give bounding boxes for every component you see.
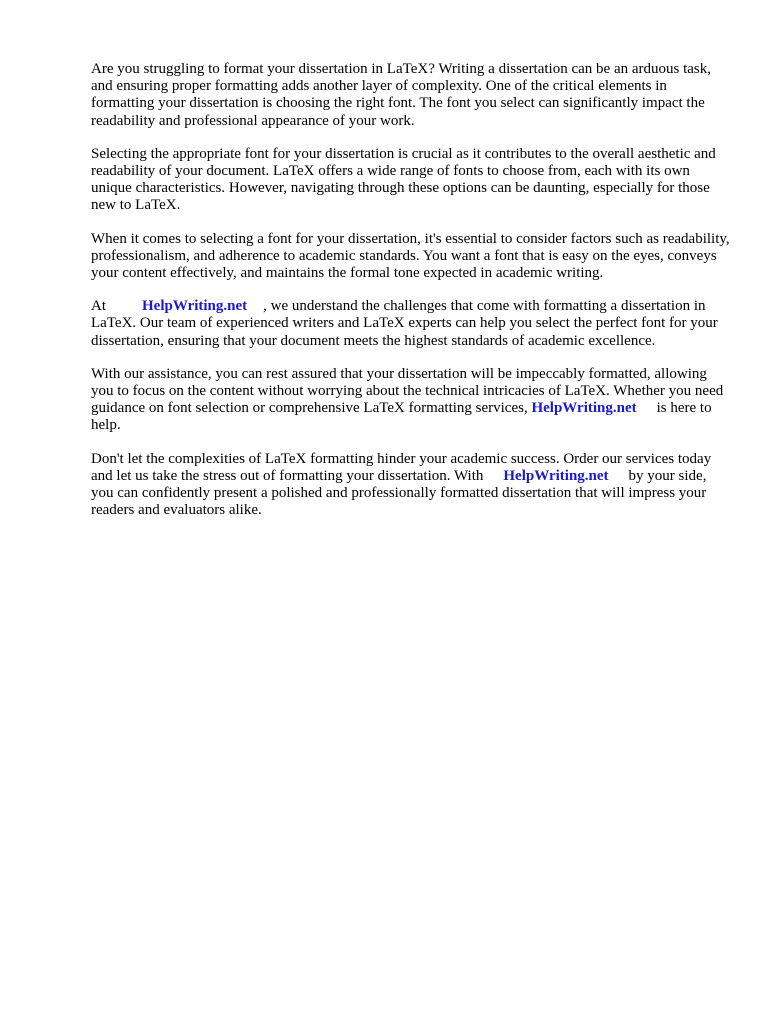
paragraph-text: by your side, you can confidently present a polished and professionally formatted dissertation that will impress your readers and evaluators alike. — [91, 467, 707, 519]
helpwriting-link[interactable]: HelpWriting.net — [503, 467, 609, 484]
paragraph-font-selection: Selecting the appropriate font for your dissertation is crucial as it contributes to the overall aesthetic and readability of your document. LaTeX offers a wide range of fonts to choose from, each with its own unique characteristics. However, navigating through these options can be daunting, especially for those new to LaTeX. — [91, 145, 716, 214]
paragraph-text: Don't let the complexities of LaTeX formatting hinder your academic success. Order our services today and let us take the stress out of formatting your dissertation. With — [91, 450, 712, 484]
paragraph-assistance — [91, 366, 731, 435]
document-body — [91, 61, 731, 535]
helpwriting-link[interactable]: HelpWriting.net — [142, 298, 248, 315]
paragraph-text: , we understand the challenges that come with formatting a dissertation in LaTeX. Our team of experienced writers and LaTeX experts can help you select the perfect font for your dissertation, ensuring that your document meets the highest standards of academic excellence. — [91, 298, 718, 349]
helpwriting-link[interactable]: HelpWriting.net — [531, 400, 637, 417]
paragraph-text: At — [91, 298, 106, 315]
paragraph-intro: Are you struggling to format your dissertation in LaTeX? Writing a dissertation can be an arduous task, and ensuring proper formatting adds another layer of complexity. One of the critical elements in formatting your dissertation is choosing the right font. The font you select can significantly impact the readability and professional appearance of your work. — [91, 61, 712, 129]
paragraph-text: With our assistance, you can rest assured that your dissertation will be impeccably formatted, allowing you to focus on the content without worrying about the technical intricacies of LaTeX. Whether you need guidance on font selection or comprehensive LaTeX formatting services, — [91, 365, 724, 417]
paragraph-text: is here to help. — [91, 400, 712, 434]
paragraph-considerations: When it comes to selecting a font for your dissertation, it's essential to consider factors such as readability, professionalism, and adherence to academic standards. You want a font that is easy on the eyes, conveys your content effectively, and maintains the formal tone expected in academic writing. — [91, 230, 730, 282]
paragraph-call-to-action — [91, 451, 731, 520]
paragraph-service-intro — [91, 298, 731, 350]
